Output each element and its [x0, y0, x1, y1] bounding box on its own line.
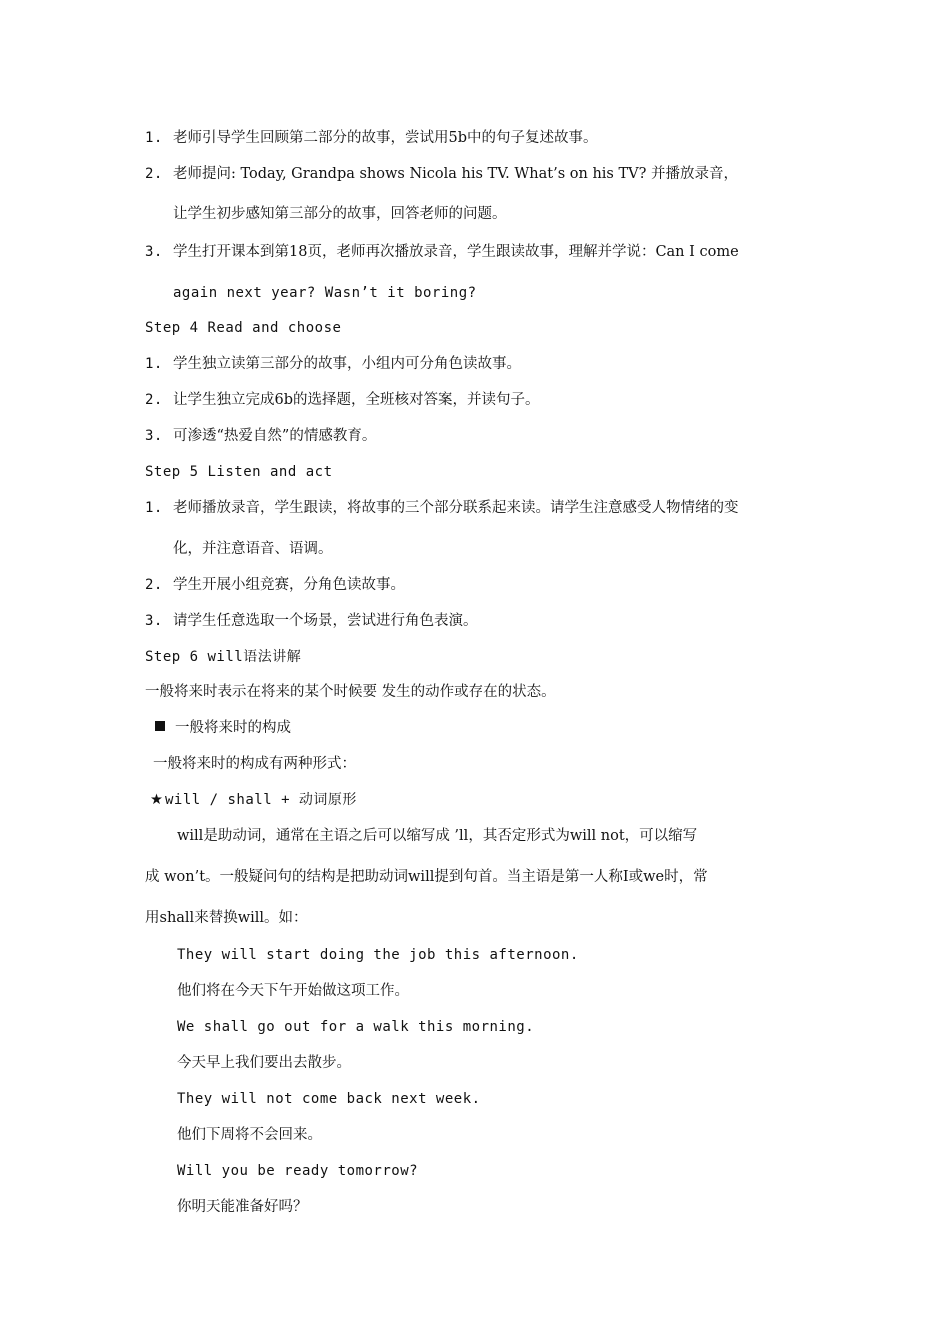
item-text: 老师提问: Today, Grandpa shows Nicola his TV. What’s on his TV? 并播放录音，: [173, 166, 738, 182]
example-chinese: 今天早上我们要出去散步。: [177, 1055, 351, 1071]
item-text: 请学生任意选取一个场景，尝试进行角色表演。: [173, 613, 478, 629]
explanation-line: 用shall来替换will。如：: [145, 910, 308, 926]
forms-intro: 一般将来时的构成有两种形式：: [153, 756, 356, 772]
item-text: 学生独立读第三部分的故事，小组内可分角色读故事。: [173, 356, 521, 372]
item-text: 学生打开课本到第18页，老师再次播放录音，学生跟读故事，理解并学说：Can I come: [173, 244, 739, 260]
item-number: 3.: [145, 428, 163, 444]
item-continuation: again next year? Wasn’t it boring?: [173, 285, 477, 301]
step-heading: Step 5 Listen and act: [145, 464, 333, 480]
item-number: 2.: [145, 392, 163, 408]
form-rule-text: will / shall + 动词原形: [165, 792, 357, 808]
item-number: 3.: [145, 613, 163, 629]
example-english: We shall go out for a walk this morning.: [177, 1019, 535, 1035]
item-continuation: 化，并注意语音、语调。: [173, 541, 333, 557]
example-chinese: 你明天能准备好吗？: [177, 1199, 308, 1215]
item-text: 老师引导学生回顾第二部分的故事，尝试用5b中的句子复述故事。: [173, 130, 598, 146]
item-text: 让学生独立完成6b的选择题，全班核对答案，并读句子。: [173, 392, 540, 408]
item-text: 可渗透“热爱自然”的情感教育。: [173, 428, 377, 444]
section-title: [155, 718, 291, 738]
example-english: Will you be ready tomorrow?: [177, 1163, 419, 1179]
item-continuation: 让学生初步感知第三部分的故事，回答老师的问题。: [173, 206, 507, 222]
item-number: 3.: [145, 244, 163, 260]
example-chinese: 他们将在今天下午开始做这项工作。: [177, 983, 409, 999]
explanation-line: will是助动词，通常在主语之后可以缩写成 ’ll，其否定形式为will not，可以缩写: [177, 828, 698, 844]
item-text: 老师播放录音，学生跟读，将故事的三个部分联系起来读。请学生注意感受人物情绪的变: [173, 500, 739, 516]
item-number: 1.: [145, 130, 163, 146]
definition-text: 一般将来时表示在将来的某个时候要 发生的动作或存在的状态。: [145, 684, 556, 700]
item-text: 学生开展小组竞赛，分角色读故事。: [173, 577, 405, 593]
form-rule: [150, 790, 357, 810]
example-english: They will start doing the job this afternoon.: [177, 947, 579, 963]
step-heading: Step 6 will语法讲解: [145, 649, 302, 665]
explanation-line: 成 won’t。一般疑问句的结构是把助动词will提到句首。当主语是第一人称I或we时，常: [145, 869, 708, 885]
item-number: 1.: [145, 356, 163, 372]
section-title-text: 一般将来时的构成: [175, 720, 291, 736]
black-square-icon: [155, 721, 165, 731]
step-heading: Step 4 Read and choose: [145, 320, 342, 336]
item-number: 2.: [145, 577, 163, 593]
item-number: 1.: [145, 500, 163, 516]
item-number: 2.: [145, 166, 163, 182]
star-icon: ★: [150, 792, 163, 808]
example-english: They will not come back next week.: [177, 1091, 481, 1107]
example-chinese: 他们下周将不会回来。: [177, 1127, 322, 1143]
